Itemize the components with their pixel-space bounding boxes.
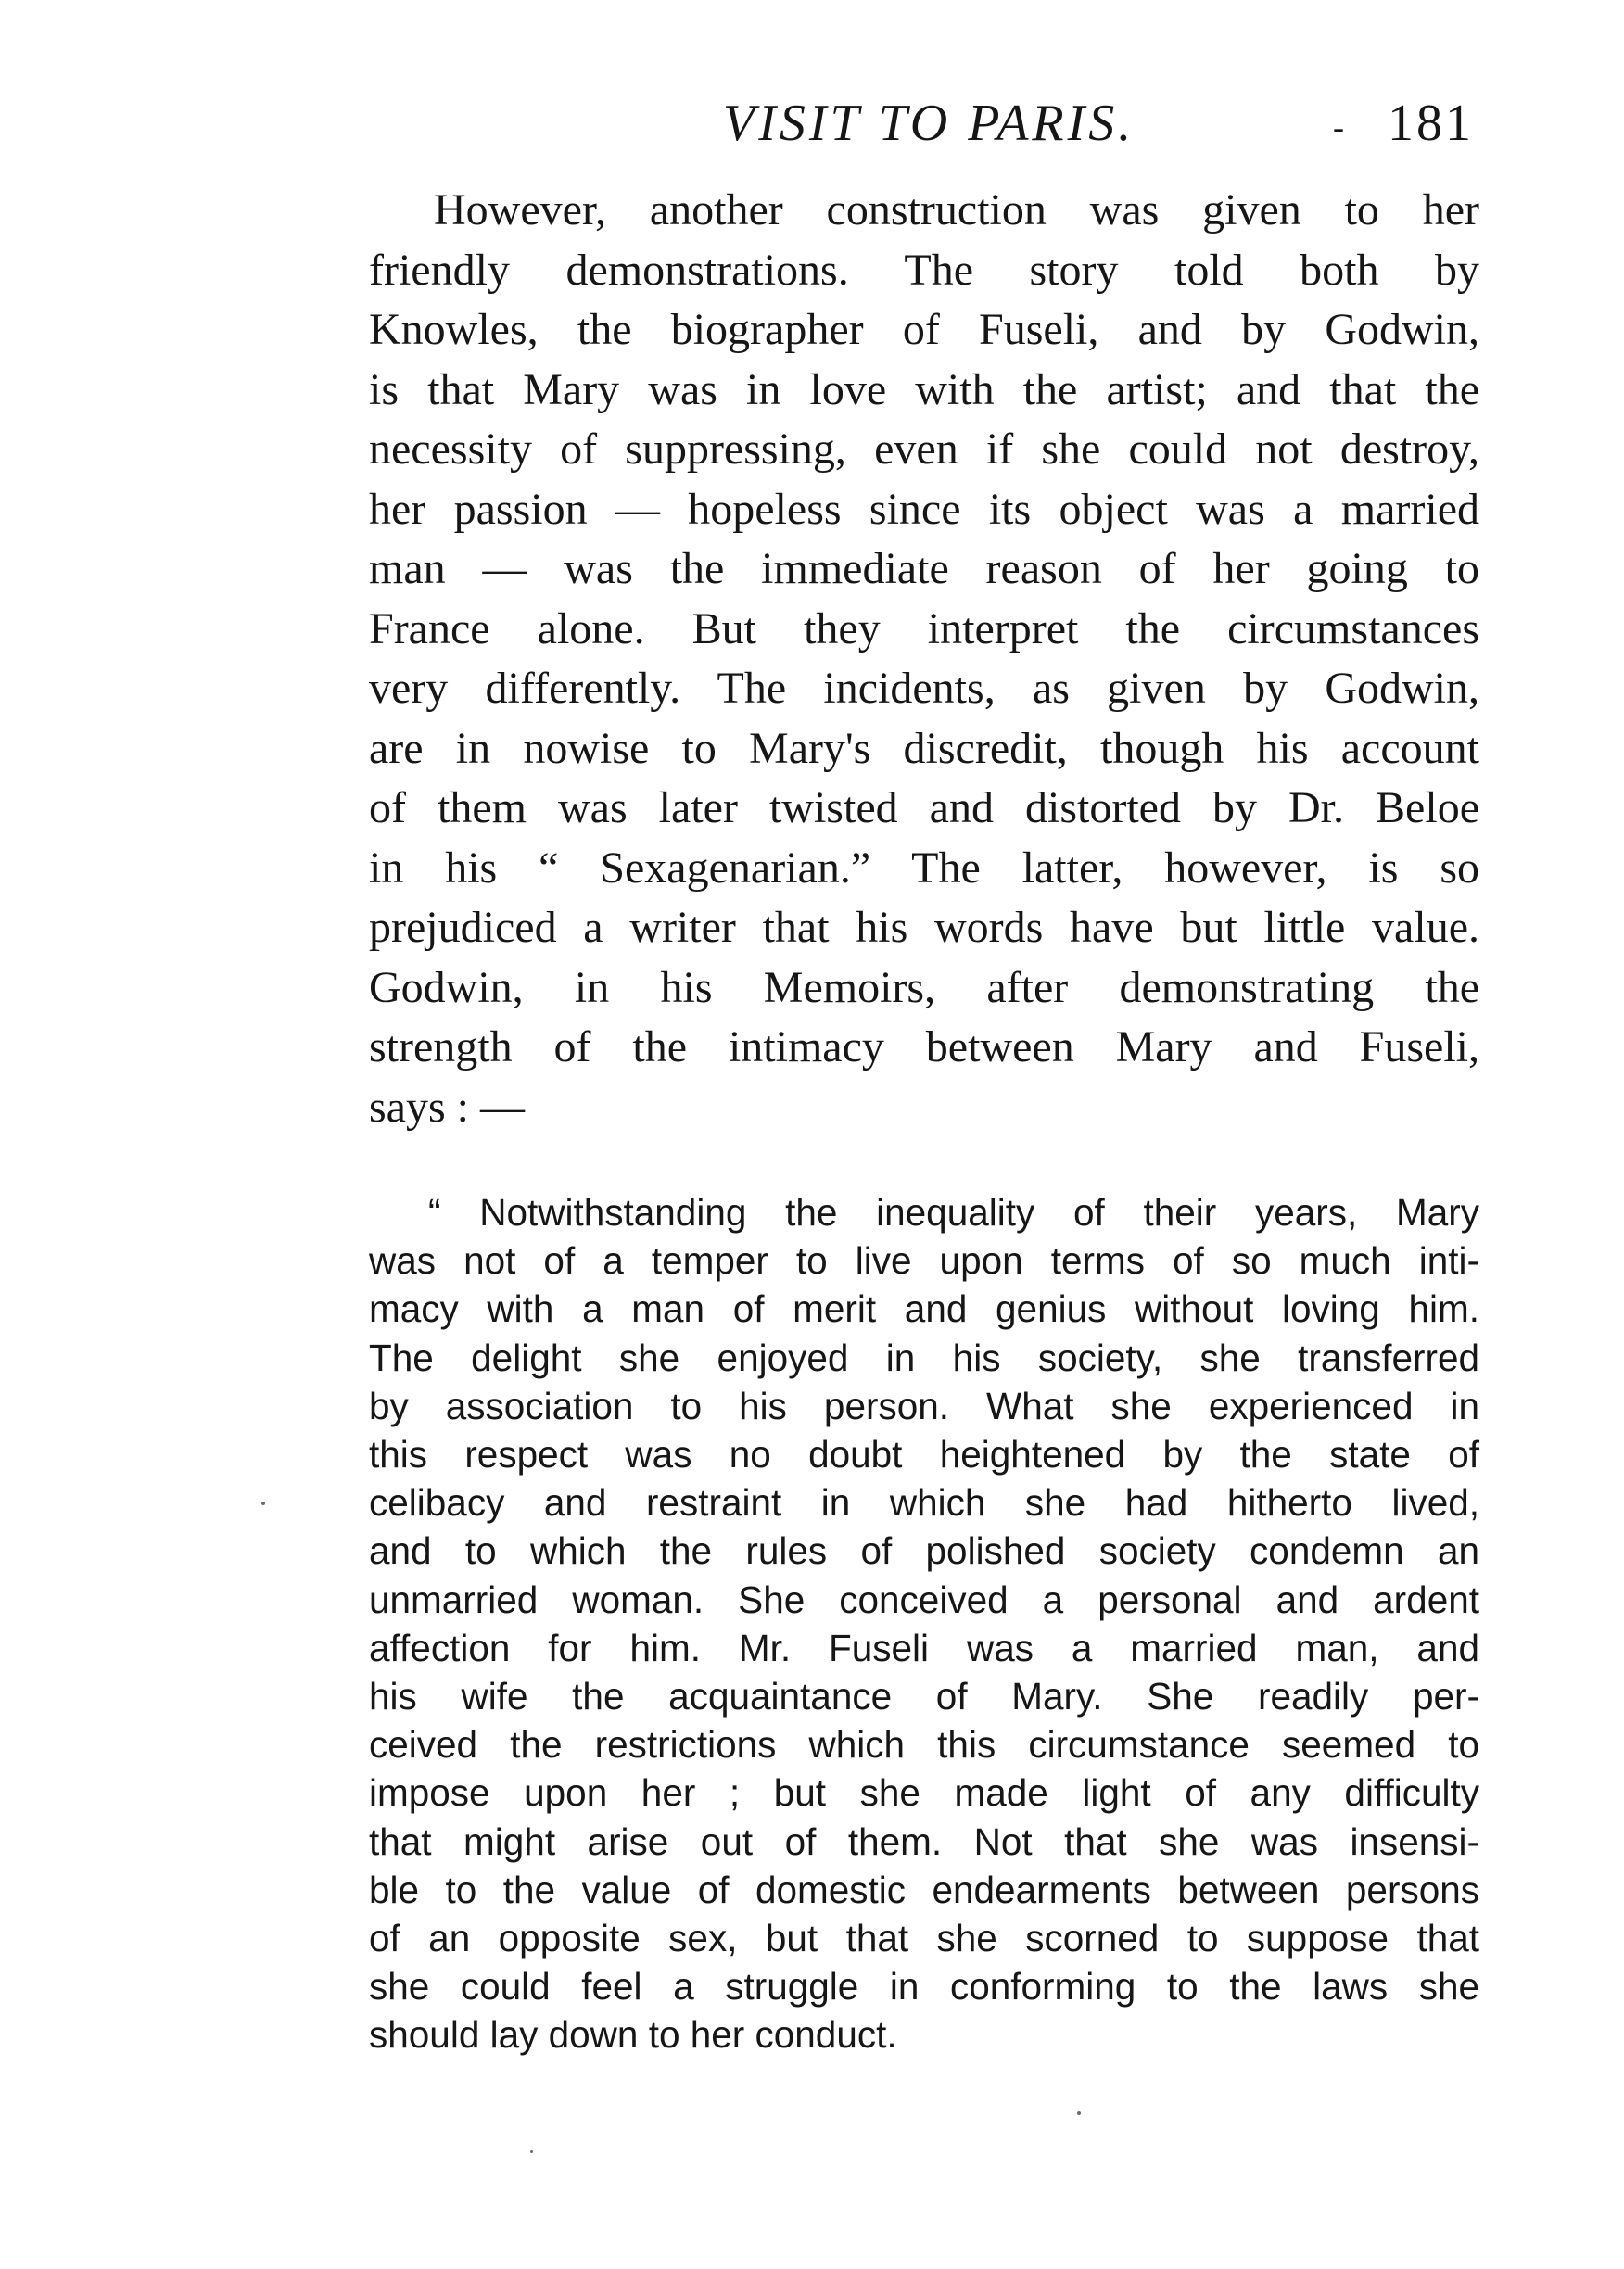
paragraph-line: her passion — hopeless since its object was a married (369, 484, 1479, 534)
quote-line: of an opposite sex, but that she scorned to suppose that (369, 1917, 1479, 1960)
paragraph-line: very differently. The incidents, as given by Godwin, (369, 664, 1479, 713)
quote-line: “ Notwithstanding the inequality of their years, Mary (428, 1191, 1479, 1234)
quote-line: ble to the value of domestic endearments between persons (369, 1868, 1479, 1911)
paragraph-line: necessity of suppressing, even if she could not destroy, (369, 425, 1479, 474)
paragraph-line: Godwin, in his Memoirs, after demonstrating the (369, 962, 1479, 1012)
page-number: 181 (1388, 95, 1474, 152)
paragraph-line: in his “ Sexagenarian.” The latter, however, is so (369, 843, 1479, 893)
paper-speck (261, 1502, 265, 1505)
quote-line: macy with a man of merit and genius without loving him. (369, 1287, 1479, 1331)
paper-speck (530, 2150, 533, 2153)
quote-line: celibacy and restraint in which she had hitherto lived, (369, 1481, 1479, 1525)
quote-line: that might arise out of them. Not that she was insensi- (369, 1819, 1479, 1863)
quote-line: unmarried woman. She conceived a personal and ardent (369, 1578, 1479, 1621)
paragraph-line: is that Mary was in love with the artist; and that the (369, 364, 1479, 414)
running-head (371, 82, 1483, 165)
quote-line: his wife the acquaintance of Mary. She readily per- (369, 1675, 1479, 1718)
paragraph-line: are in nowise to Mary's discredit, though his account (369, 723, 1479, 773)
paper-speck (1077, 2111, 1081, 2115)
paragraph-line: France alone. But they interpret the circumstances (369, 603, 1479, 653)
page-mark: - (1333, 108, 1344, 146)
quote-line: and to which the rules of polished society condemn an (369, 1529, 1479, 1573)
paragraph-line: of them was later twisted and distorted by Dr. Beloe (369, 783, 1479, 832)
quote-line: was not of a temper to live upon terms of so much inti- (369, 1239, 1479, 1283)
quote-line: she could feel a struggle in conforming to the laws she (369, 1965, 1479, 2009)
running-title: VISIT TO PARIS. (723, 95, 1136, 152)
quote-line: should lay down to her conduct. (369, 2013, 897, 2057)
paragraph-line: prejudiced a writer that his words have but little value. (369, 903, 1479, 952)
paragraph-line: However, another construction was given to her (434, 185, 1479, 235)
body-paragraph (369, 181, 1479, 1137)
quote-line: The delight she enjoyed in his society, she transferred (369, 1336, 1479, 1379)
block-quote (369, 1188, 1479, 2060)
paragraph-line: friendly demonstrations. The story told both by (369, 245, 1479, 295)
paragraph-line: strength of the intimacy between Mary and Fuseli, (369, 1022, 1479, 1071)
paragraph-line: Knowles, the biographer of Fuseli, and by Godwin, (369, 305, 1479, 354)
quote-line: impose upon her ; but she made light of any difficulty (369, 1771, 1479, 1815)
quote-line: by association to his person. What she experienced in (369, 1384, 1479, 1427)
quote-line: ceived the restrictions which this circumstance seemed to (369, 1723, 1479, 1767)
quote-line: affection for him. Mr. Fuseli was a married man, and (369, 1626, 1479, 1669)
paragraph-line: says : — (369, 1082, 525, 1132)
quote-line: this respect was no doubt heightened by the state of (369, 1433, 1479, 1477)
paragraph-line: man — was the immediate reason of her going to (369, 544, 1479, 593)
